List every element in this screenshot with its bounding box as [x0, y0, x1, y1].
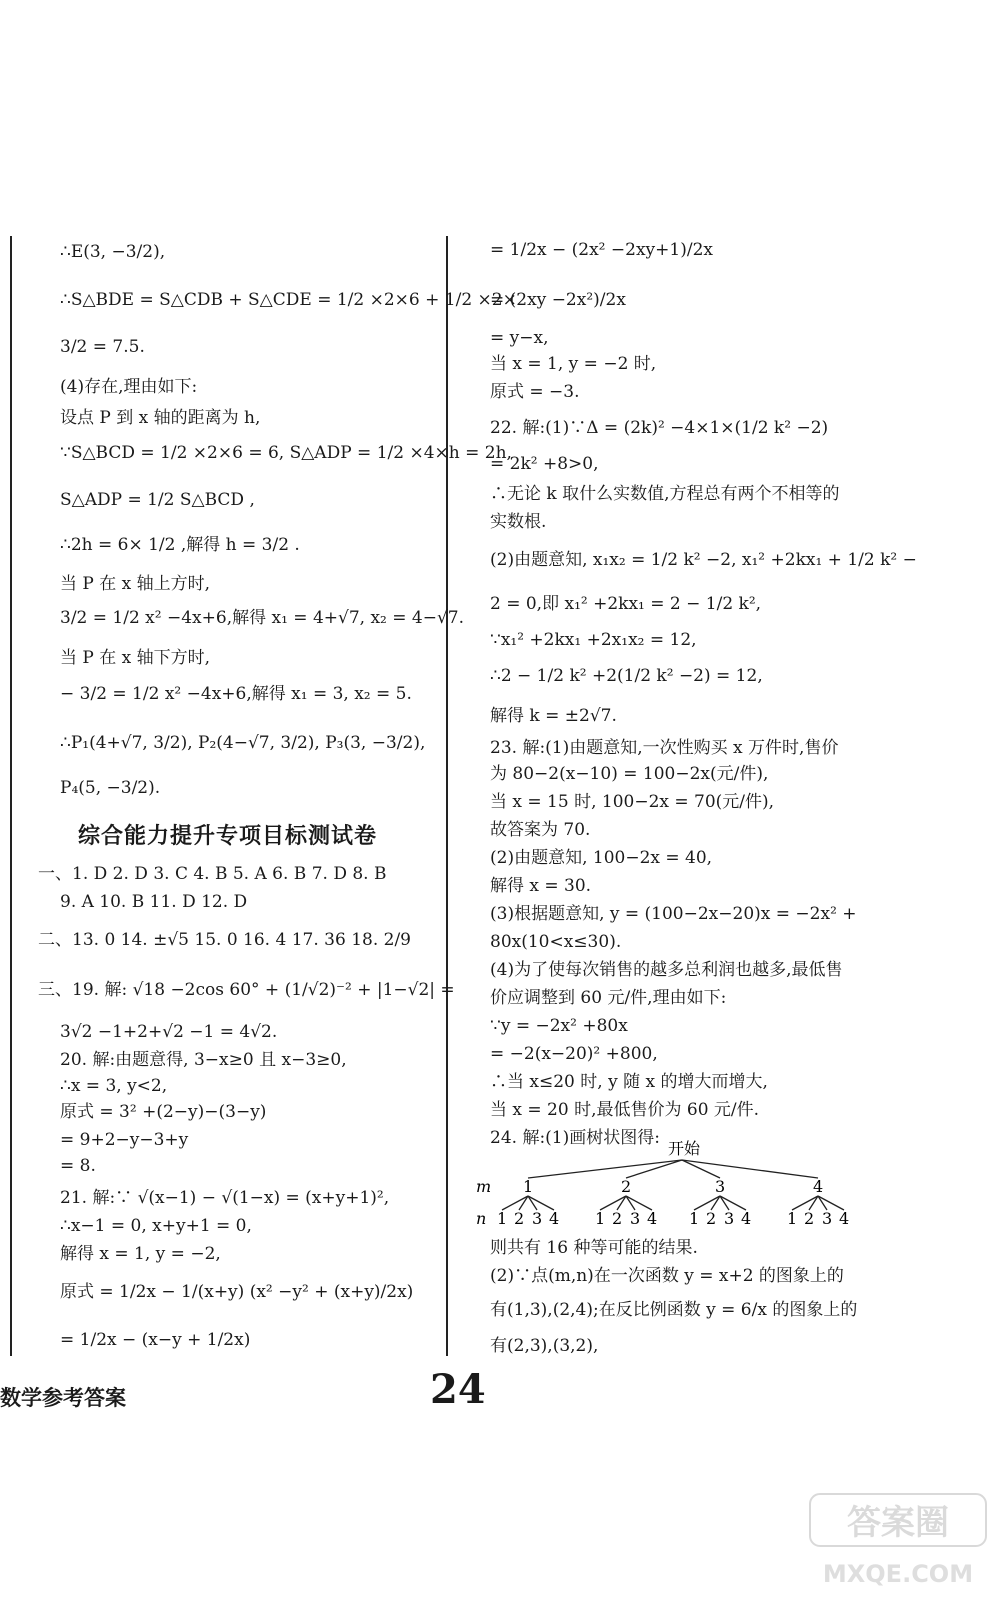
- answer-line: 一、1. D 2. D 3. C 4. B 5. A 6. B 7. D 8. B: [38, 864, 387, 884]
- right-line: (2)由题意知, x₁x₂ = 1/2 k² −2, x₁² +2kx₁ + 1/2 k² −: [490, 550, 917, 570]
- footer-label: 数学参考答案: [0, 1386, 126, 1410]
- right-line: = −2(x−20)² +800,: [490, 1044, 658, 1064]
- tree-n-node: 3: [724, 1209, 735, 1228]
- right-line: = (2xy −2x²)/2x: [490, 290, 626, 310]
- right-line: 当 x = 1, y = −2 时,: [490, 354, 657, 374]
- right-line: = y−x,: [490, 328, 549, 348]
- answer-line: = 9+2−y−3+y: [60, 1130, 189, 1150]
- tree-n-node: 2: [514, 1209, 525, 1228]
- watermark-url: MXQE.COM: [822, 1560, 974, 1588]
- left-column: [0, 0, 517, 1400]
- tree-n-node: 3: [532, 1209, 543, 1228]
- tree-n-node: 3: [630, 1209, 641, 1228]
- tree-m-node: 4: [813, 1177, 824, 1196]
- answer-line: ∴x−1 = 0, x+y+1 = 0,: [60, 1216, 252, 1236]
- tree-n-node: 4: [647, 1209, 658, 1228]
- tree-n-node: 2: [804, 1209, 815, 1228]
- right-line: = 1/2x − (2x² −2xy+1)/2x: [490, 240, 713, 260]
- right-line: ∵y = −2x² +80x: [490, 1016, 628, 1036]
- left-line: ∴P₁(4+√7, 3/2), P₂(4−√7, 3/2), P₃(3, −3/2),: [60, 733, 426, 753]
- answer-line: 3√2 −1+2+√2 −1 = 4√2.: [60, 1022, 278, 1042]
- tree-n-node: 1: [595, 1209, 606, 1228]
- right-line: ∴无论 k 取什么实数值,方程总有两个不相等的: [490, 484, 840, 504]
- right-line: 22. 解:(1)∵Δ = (2k)² −4×1×(1/2 k² −2): [490, 418, 829, 438]
- right-line: 当 x = 20 时,最低售价为 60 元/件.: [490, 1100, 760, 1120]
- right-line: 为 80−2(x−10) = 100−2x(元/件),: [490, 764, 769, 784]
- right-line: ∴当 x≤20 时, y 随 x 的增大而增大,: [490, 1072, 768, 1092]
- right-line: (3)根据题意知, y = (100−2x−20)x = −2x² +: [490, 904, 857, 924]
- tree-n-node: 4: [549, 1209, 560, 1228]
- right-line: 实数根.: [490, 512, 547, 532]
- left-line: ∴S△BDE = S△CDB + S△CDE = 1/2 ×2×6 + 1/2 ×2×: [60, 290, 517, 310]
- left-line: ∵S△BCD = 1/2 ×2×6 = 6, S△ADP = 1/2 ×4×h = 2h,: [60, 443, 512, 463]
- answer-line: = 1/2x − (x−y + 1/2x): [60, 1330, 251, 1350]
- right-line: ∵x₁² +2kx₁ +2x₁x₂ = 12,: [490, 630, 697, 650]
- answer-line: 二、13. 0 14. ±√5 15. 0 16. 4 17. 36 18. 2/9: [38, 930, 411, 950]
- tree-n-node: 1: [689, 1209, 700, 1228]
- right-line: 价应调整到 60 元/件,理由如下:: [490, 988, 727, 1008]
- right-line: (4)为了使每次销售的越多总利润也越多,最低售: [490, 960, 843, 980]
- left-line: P₄(5, −3/2).: [60, 778, 161, 798]
- answer-line: 解得 x = 1, y = −2,: [60, 1244, 221, 1264]
- tree-n-node: 1: [497, 1209, 508, 1228]
- left-line: 当 P 在 x 轴下方时,: [60, 648, 211, 668]
- right-line: 2 = 0,即 x₁² +2kx₁ = 2 − 1/2 k²,: [490, 594, 762, 614]
- tree-n-node: 3: [822, 1209, 833, 1228]
- right-after-line: 有(1,3),(2,4);在反比例函数 y = 6/x 的图象上的: [490, 1300, 858, 1320]
- right-line: (2)由题意知, 100−2x = 40,: [490, 848, 713, 868]
- answer-line: 21. 解:∵ √(x−1) − √(1−x) = (x+y+1)²,: [60, 1188, 390, 1208]
- answer-line: 20. 解:由题意得, 3−x≥0 且 x−3≥0,: [60, 1050, 347, 1070]
- left-line: 设点 P 到 x 轴的距离为 h,: [60, 408, 261, 428]
- center-column-rule: [446, 236, 448, 1356]
- right-line: 解得 x = 30.: [490, 876, 592, 896]
- right-line: 解得 k = ±2√7.: [490, 706, 617, 726]
- left-line: 3/2 = 1/2 x² −4x+6,解得 x₁ = 4+√7, x₂ = 4−√7.: [60, 608, 465, 628]
- tree-m-node: 3: [715, 1177, 726, 1196]
- tree-lines: [502, 1160, 844, 1210]
- tree-n-nodes: [497, 1209, 849, 1228]
- answer-line: = 8.: [60, 1156, 96, 1176]
- right-line: 当 x = 15 时, 100−2x = 70(元/件),: [490, 792, 775, 812]
- tree-n-node: 4: [741, 1209, 752, 1228]
- tree-n-node: 2: [706, 1209, 717, 1228]
- left-line: ∴E(3, −3/2),: [60, 242, 166, 262]
- right-line: = 2k² +8>0,: [490, 454, 599, 474]
- tree-m-node: 2: [621, 1177, 632, 1196]
- right-line: 24. 解:(1)画树状图得:: [490, 1128, 660, 1148]
- answer-line: 原式 = 3² +(2−y)−(3−y): [60, 1102, 267, 1122]
- right-column: [450, 0, 990, 1400]
- left-line: − 3/2 = 1/2 x² −4x+6,解得 x₁ = 3, x₂ = 5.: [60, 684, 412, 704]
- right-line: 80x(10<x≤30).: [490, 932, 622, 952]
- right-after-line: (2)∵点(m,n)在一次函数 y = x+2 的图象上的: [490, 1266, 844, 1286]
- tree-diagram: [450, 1134, 970, 1234]
- right-line: 故答案为 70.: [490, 820, 591, 840]
- answer-line: 9. A 10. B 11. D 12. D: [60, 892, 248, 912]
- left-line: ∴2h = 6× 1/2 ,解得 h = 3/2 .: [60, 535, 300, 555]
- tree-n-node: 1: [787, 1209, 798, 1228]
- watermark-logo: [806, 1488, 990, 1592]
- right-after-line: 则共有 16 种等可能的结果.: [490, 1238, 698, 1258]
- right-line: ∴2 − 1/2 k² +2(1/2 k² −2) = 12,: [490, 666, 763, 686]
- left-line: S△ADP = 1/2 S△BCD ,: [60, 490, 255, 510]
- tree-n-node: 2: [612, 1209, 623, 1228]
- page-number: 24: [430, 1366, 486, 1413]
- tree-root-label: 开始: [668, 1139, 701, 1158]
- answer-line: ∴x = 3, y<2,: [60, 1076, 168, 1096]
- tree-m-label: m: [476, 1177, 492, 1196]
- tree-m-node: 1: [523, 1177, 534, 1196]
- answer-line: 原式 = 1/2x − 1/(x+y) (x² −y² + (x+y)/2x): [60, 1282, 414, 1302]
- tree-n-node: 4: [839, 1209, 850, 1228]
- right-after-line: 有(2,3),(3,2),: [490, 1336, 599, 1356]
- tree-m-nodes: [523, 1177, 823, 1196]
- left-line: 3/2 = 7.5.: [60, 337, 145, 357]
- right-line: 23. 解:(1)由题意知,一次性购买 x 万件时,售价: [490, 738, 839, 758]
- left-line: 当 P 在 x 轴上方时,: [60, 574, 211, 594]
- tree-edge-root-m: [528, 1160, 682, 1178]
- left-line: (4)存在,理由如下:: [60, 377, 198, 397]
- watermark-graphic: [806, 1488, 990, 1592]
- watermark-logo-text: 答案圈: [847, 1503, 949, 1543]
- section-title: 综合能力提升专项目标测试卷: [78, 824, 378, 849]
- answer-line: 三、19. 解: √18 −2cos 60° + (1/√2)⁻² + |1−√2| =: [38, 980, 455, 1000]
- tree-n-label: n: [476, 1209, 487, 1228]
- right-line: 原式 = −3.: [490, 382, 580, 402]
